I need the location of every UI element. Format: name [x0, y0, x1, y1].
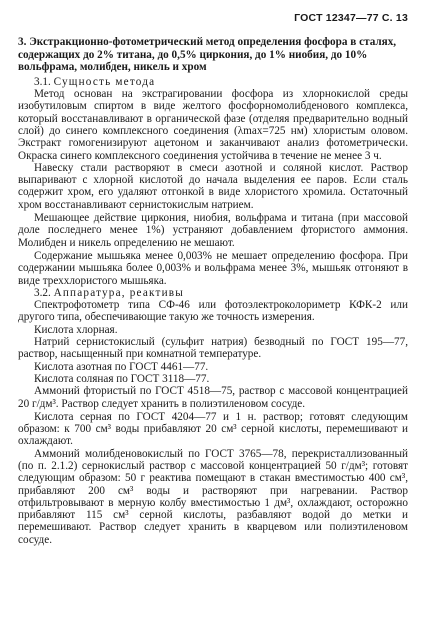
paragraph-arsenic: Содержание мышьяка менее 0,003% не мешает определению фосфора. При содержании мышьяка более 0,003% и вольфрама менее 3%, мышьяк отгоняют в виде трехxлористого мышьяка.	[18, 249, 408, 287]
paragraph-method-basis: Метод основан на экстрагировании фосфора из хлорнокислой среды изобутиловым спиртом в виде желтого фосфорномолибденового комплекса, который восстанавливают в органической фазе (отделяя предварительно водный слой) до синего комплексного соединения (λmax=725 нм) хлористым оловом. Экстракт гомогенизируют ацетоном и заканчивают анализ фотометрически. Окраска синего комплексного соединения устойчива в течение не менее 3 ч.	[18, 88, 408, 162]
subsection-3-1-number: 3.1.	[34, 75, 54, 88]
paragraph-interference: Мешающее действие циркония, ниобия, вольфрама и титана (при массовой доле последнего менее 1%) устраняют добавлением фтористого аммония. Молибден и никель определению не мешают.	[18, 212, 408, 249]
paragraph-sample-dissolution: Навеску стали растворяют в смеси азотной и соляной кислот. Раствор выпаривают с хлорной кислотой до начала выделения ее паров. Если сталь содержит хром, его удаляют отгонкой в виде хлористого хромила. Остаточный хром восстанавливают сернистокислым натрием.	[18, 161, 408, 211]
reagent-nitric-acid: Кислота азотная по ГОСТ 4461—77.	[34, 360, 209, 373]
reagent-perchloric-acid: Кислота хлорная.	[34, 323, 118, 336]
subsection-3-1-title: Сущность метода	[53, 75, 156, 88]
reagent-hydrochloric-acid: Кислота соляная по ГОСТ 3118—77.	[34, 372, 210, 385]
section-3-heading: 3. Экстракционно-фотометрический метод определения фосфора в сталях, содержащих до 2% титана, до 0,5% циркония, до 1% ниобия, до 10% вольфрама, молибден, никель и хром	[18, 36, 397, 74]
paragraph-apparatus: Спектрофотометр типа СФ-46 или фотоэлектроколориметр КФК-2 или другого типа, обеспечивающие такую же точность измерения.	[18, 299, 408, 324]
reagent-ammonium-fluoride: Аммоний фтористый по ГОСТ 4518—75, раствор с массовой концентрацией 20 г/дм³. Раствор следует хранить в полиэтиленовом сосуде.	[18, 385, 408, 410]
reagent-sulfuric-acid: Кислота серная по ГОСТ 4204—77 и 1 н. раствор; готовят следующим образом: к 700 см³ воды прибавляют 20 см³ серной кислоты, перемешивают и охлаждают.	[18, 410, 408, 448]
reagent-sodium-sulfite: Натрий сернистокислый (сульфит натрия) безводный по ГОСТ 195—77, раствор, насыщенный при комнатной температуре.	[18, 336, 408, 361]
subsection-3-2-heading	[18, 287, 408, 299]
subsection-3-2-number: 3.2.	[34, 286, 54, 299]
running-head: ГОСТ 12347—77 С. 13	[294, 12, 408, 24]
reagent-ammonium-molybdate: Аммоний молибденовокислый по ГОСТ 3765—78, перекристаллизованный (по п. 2.1.2) сернокислый раствор с массовой концентрацией 50 г/дм³; готовят следующим образом: 50 г реактива помещают в стакан вместимостью 400 см³, прибавляют 200 см³ воды и растворяют при нагревании. Раствор отфильтровывают в мерную колбу вместимостью 1 дм³, охлаждают, осторожно прибавляют 115 см³ серной кислоты, разбавляют водой до метки и перемешивают. Раствор следует хранить в кварцевом или полиэтиленовом сосуде.	[18, 447, 408, 546]
subsection-3-2-title: Аппаратура, реактивы	[53, 286, 184, 299]
subsection-3-1-heading	[18, 76, 408, 88]
